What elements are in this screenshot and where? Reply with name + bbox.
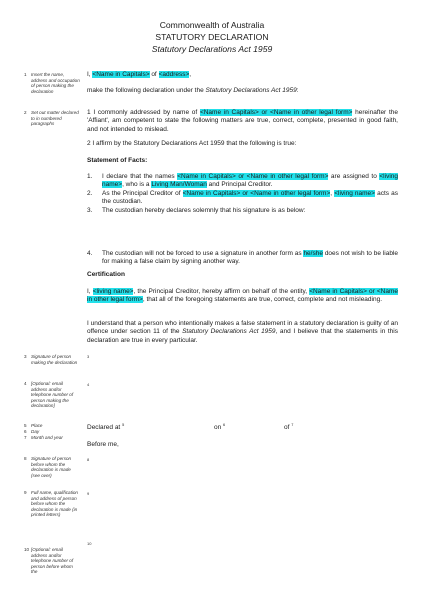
margin-note-4: 4 [Optional: email address and/or telephone number of person making the declaration] <box>24 381 74 409</box>
margin-note-9: 9 Full name, qualification and address of person before whom the declaration is made (in printed letters) <box>24 490 78 518</box>
living-name-placeholder[interactable]: <living name> <box>334 190 375 197</box>
paragraph-2: 2 I affirm by the Statutory Declarations Act 1959 that the following is true: <box>87 140 297 147</box>
signature-field-number: 3 <box>87 354 90 359</box>
witness-name-number: 9 <box>87 491 90 496</box>
margin-note-2: 2 Set out matter declared to in numbered paragraphs <box>24 110 79 127</box>
margin-note-5: 5 Place <box>24 423 43 428</box>
declarant-line: I, <Name in Capitals> of <address>, <box>87 71 192 78</box>
margin-note-1: 1 Insert the name, address and occupation of person making the declaration <box>24 72 80 94</box>
fact-4: 4. The custodian will not be forced to use a signature in another form as he/she does not wish to be liable for making a false claim by signing another way. <box>87 250 398 266</box>
certification-paragraph-2: I understand that a person who intentionally makes a false statement in a statutory declaration is guilty of an offence under section 11 of the Statutory Declarations Act 1959, and I believe that the statements in this declaration are true in every particular. <box>87 320 398 344</box>
day-field[interactable]: on $^6$ <box>214 422 226 431</box>
facts-heading: Statement of Facts: <box>87 157 148 164</box>
declaration-intro: make the following declaration under the Statutory Declarations Act 1959: <box>87 87 299 94</box>
margin-note-8: 8 Signature of person before whom the declaration is made (see over) <box>24 456 72 478</box>
margin-note-6: 6 Day <box>24 429 40 434</box>
fact-1: 1. I declare that the names <Name in Capitals> or <Name in other legal form> are assigned to <living name>, who is a Living Man/Woman and Principal Creditor. <box>87 173 398 189</box>
name-placeholder[interactable]: <Name in Capitals> or <Name in other legal form> <box>182 190 331 197</box>
witness-signature-number: 8 <box>87 457 90 462</box>
address-placeholder[interactable]: <address> <box>158 71 190 78</box>
paragraph-1: 1 I commonly addressed by name of <Name in Capitals> or <Name in other legal form> hereinafter the 'Affiant', am competent to state the following matters are true, correct, complete, presented in good faith, and not intended to mislead. <box>87 109 398 133</box>
pronoun-placeholder[interactable]: he/she <box>303 250 323 257</box>
margin-note-7: 7 Month and year <box>24 435 63 440</box>
before-me-label: Before me, <box>87 441 119 448</box>
header-commonwealth: Commonwealth of Australia <box>159 20 265 30</box>
margin-note-3: 3 Signature of person making the declaration <box>24 354 78 365</box>
certification-heading: Certification <box>87 271 125 278</box>
declared-at-field[interactable]: Declared at $^5$ <box>87 422 125 431</box>
name-placeholder[interactable]: <Name in Capitals> or <Name in other legal form> <box>199 109 353 116</box>
living-name-placeholder[interactable]: <living name> <box>92 288 134 295</box>
certification-paragraph-1: I, <living name>, the Principal Creditor, hereby affirm on behalf of the entity, <Name in Capitals> or <Name in other legal form>, that all of the foregoing statements are true, correct, complete and not misleading. <box>87 288 398 304</box>
header-act: Statutory Declarations Act 1959 <box>151 44 273 54</box>
header-title: STATUTORY DECLARATION <box>155 32 269 42</box>
name-placeholder[interactable]: <Name in Capitals> or <Name in other legal form> <box>87 288 398 304</box>
name-in-capitals-placeholder[interactable]: <Name in Capitals> <box>92 71 150 78</box>
email-field-number: 4 <box>87 382 90 387</box>
living-name-placeholder[interactable]: <living name> <box>102 173 398 189</box>
living-man-woman-placeholder[interactable]: Living Man/Woman <box>151 181 207 189</box>
month-year-field[interactable]: of $^7$ <box>284 422 294 431</box>
fact-2: 2. As the Principal Creditor of <Name in Capitals> or <Name in other legal form>, <living name> acts as the custodian. <box>87 190 398 206</box>
fact-3: 3. The custodian hereby declares solemnly that his signature is as below: <box>87 207 306 214</box>
witness-email-number: 10 <box>87 541 92 546</box>
margin-note-10: 10 [Optional: email address and/or telephone number of person before whom the <box>24 547 74 575</box>
name-placeholder[interactable]: <Name in Capitals> or <Name in other legal form> <box>177 173 329 180</box>
